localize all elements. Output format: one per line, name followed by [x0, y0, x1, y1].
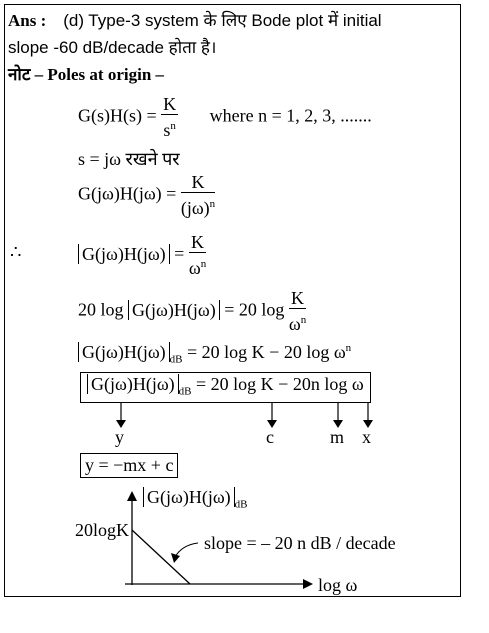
slope-line: [132, 530, 190, 584]
eq1-fraction: [161, 94, 178, 141]
equation-5: [78, 288, 306, 335]
y-axis-arrowhead: [127, 491, 137, 501]
eq3-lhs: G(jω)H(jω) =: [78, 183, 177, 204]
ans-label: Ans :: [8, 11, 47, 30]
therefore-symbol: ∴: [10, 242, 22, 262]
answer-text-1: Type-3 system के लिए Bode plot में initial: [88, 11, 382, 30]
label-m: m: [330, 427, 345, 447]
eq5-abs: G(jω)H(jω): [128, 300, 220, 320]
eq3-exponent: n: [209, 198, 216, 210]
eq1-where: where n = 1, 2, 3, .......: [209, 105, 372, 126]
eq5-fraction: [289, 288, 306, 335]
eq6-sub: dB: [169, 353, 183, 366]
option-label: (d): [63, 11, 85, 30]
eq4-fraction: [189, 232, 206, 279]
graph-y-label-text: G(jω)H(jω): [143, 487, 235, 507]
equation-4: [78, 232, 206, 279]
eq4-exponent: n: [200, 258, 207, 270]
eq6-exponent: n: [345, 342, 352, 354]
eq5-denominator: ω: [288, 314, 301, 334]
eq4-equals: =: [174, 243, 185, 264]
note-heading: नोट – Poles at origin –: [8, 65, 165, 84]
eq5-mid: = 20 log: [224, 299, 285, 320]
eq1-denominator: s: [163, 120, 171, 140]
label-x: x: [362, 427, 371, 447]
graph-x-label: log ω: [318, 575, 358, 595]
mapping-arrows: [0, 400, 489, 450]
equation-6: [78, 342, 351, 366]
eq6-abs: G(jω)H(jω): [78, 342, 170, 362]
eq4-numerator: K: [189, 232, 206, 253]
eq1-lhs: G(s)H(s) =: [78, 105, 157, 126]
eq6-rhs: = 20 log K − 20 log ω: [187, 342, 346, 362]
graph-y-label-sub: dB: [234, 498, 248, 511]
eq7-sub: dB: [178, 385, 192, 398]
answer-line-1: [8, 8, 382, 31]
x-axis-arrowhead: [303, 579, 313, 589]
eq3-fraction: [181, 172, 215, 219]
eq3-denominator: (jω): [180, 198, 210, 218]
eq4-abs: G(jω)H(jω): [78, 244, 170, 264]
eq5-numerator: K: [289, 288, 306, 309]
eq8-text: y = −mx + c: [85, 455, 174, 475]
eq1-exponent: n: [170, 120, 176, 132]
graph-slope-label: slope = – 20 n dB / decade: [204, 533, 396, 553]
equation-2: s = jω रखने पर: [78, 149, 180, 169]
graph-y-label: [143, 487, 248, 511]
answer-line-2: slope -60 dB/decade होता है।: [8, 38, 217, 57]
equation-1: [78, 94, 372, 141]
eq1-numerator: K: [163, 94, 177, 114]
label-c: c: [266, 427, 274, 447]
label-y: y: [115, 427, 124, 447]
eq4-denominator: ω: [188, 258, 201, 278]
equation-3: [78, 172, 215, 219]
eq5-exponent: n: [300, 314, 307, 326]
equation-8-box: [80, 453, 178, 478]
slope-pointer: [175, 543, 198, 557]
graph-intercept-label: 20logK: [75, 520, 129, 540]
eq7-abs: G(jω)H(jω): [87, 374, 179, 394]
eq5-lhs: 20 log: [78, 299, 124, 320]
eq7-rhs: = 20 log K − 20n log ω: [196, 374, 364, 394]
equation-7-box: [80, 372, 371, 403]
eq3-numerator: K: [181, 172, 215, 193]
